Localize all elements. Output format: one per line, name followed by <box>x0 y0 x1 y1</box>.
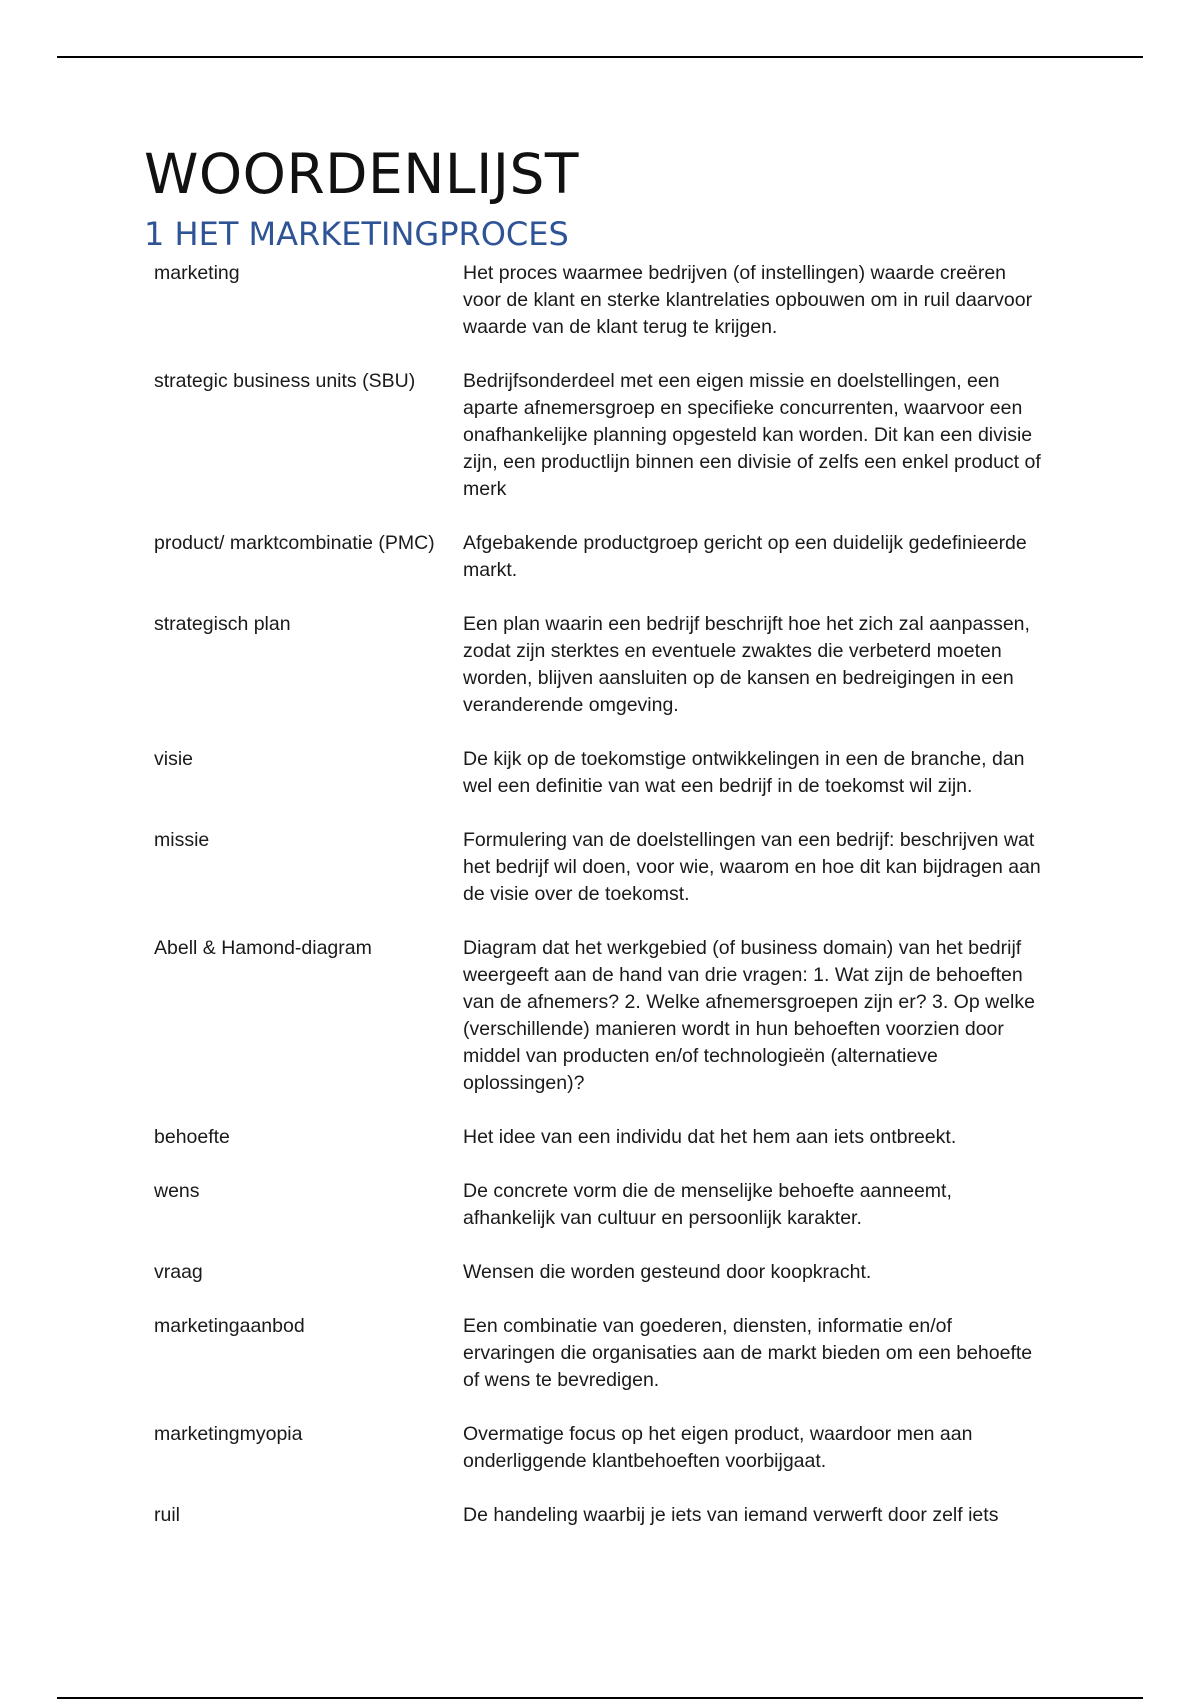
glossary-term: vraag <box>154 1261 203 1283</box>
glossary-definition: Een combinatie van goederen, diensten, informatie en/of ervaringen die organisaties aan de markt bieden om een behoefte of wens te bevredigen. <box>463 1315 1033 1391</box>
glossary-entry <box>154 1502 1044 1529</box>
glossary-term: behoefte <box>154 1126 230 1148</box>
glossary-definition: De handeling waarbij je iets van iemand verwerft door zelf iets <box>463 1504 999 1526</box>
glossary-term: missie <box>154 829 210 851</box>
glossary-definition: Een plan waarin een bedrijf beschrijft hoe het zich zal aanpassen, zodat zijn sterktes en eventuele zwaktes die verbeterd moeten worden, blijven aansluiten op de kansen en bedreigingen in een veranderende omgeving. <box>463 613 1030 716</box>
glossary-entry <box>154 935 1044 1097</box>
glossary-entry <box>154 746 1044 800</box>
glossary-entry <box>154 1178 1044 1232</box>
glossary-definition: Formulering van de doelstellingen van een bedrijf: beschrijven wat het bedrijf wil doen, voor wie, waarom en hoe dit kan bijdragen aan de visie over de toekomst. <box>463 829 1041 905</box>
section-heading: 1 HET MARKETINGPROCES <box>144 215 569 253</box>
glossary-term: marketingmyopia <box>154 1423 303 1445</box>
glossary-table <box>144 260 1044 1529</box>
glossary-definition: Het idee van een individu dat het hem aan iets ontbreekt. <box>463 1126 957 1148</box>
glossary-entry <box>154 1313 1044 1394</box>
glossary-entry <box>154 260 1044 341</box>
glossary-entry <box>154 530 1044 584</box>
glossary-term: marketing <box>154 262 240 284</box>
glossary-definition: Het proces waarmee bedrijven (of instellingen) waarde creëren voor de klant en sterke klantrelaties opbouwen om in ruil daarvoor waarde van de klant terug te krijgen. <box>463 262 1033 338</box>
footer-rule <box>57 1697 1143 1699</box>
glossary-entry <box>154 1421 1044 1475</box>
glossary-term: strategisch plan <box>154 613 291 635</box>
glossary-definition: Wensen die worden gesteund door koopkracht. <box>463 1261 872 1283</box>
glossary-definition: Overmatige focus op het eigen product, waardoor men aan onderliggende klantbehoeften voorbijgaat. <box>463 1423 973 1472</box>
glossary-definition: Bedrijfsonderdeel met een eigen missie en doelstellingen, een aparte afnemersgroep en specifieke concurrenten, waarvoor een onafhankelijke planning opgesteld kan worden. Dit kan een divisie zijn, een productlijn binnen een divisie of zelfs een enkel product of merk <box>463 370 1041 500</box>
glossary-entry <box>154 827 1044 908</box>
glossary-term: marketingaanbod <box>154 1315 305 1337</box>
document-title: WOORDENLIJST <box>144 142 580 206</box>
header-rule <box>57 56 1143 58</box>
glossary-definition: De concrete vorm die de menselijke behoefte aanneemt, afhankelijk van cultuur en persoonlijk karakter. <box>463 1180 952 1229</box>
page-content <box>144 142 1044 1529</box>
glossary-entry <box>154 1259 1044 1286</box>
glossary-term: product/ marktcombinatie (PMC) <box>154 532 435 554</box>
glossary-entry <box>154 611 1044 719</box>
glossary-definition: Afgebakende productgroep gericht op een duidelijk gedefinieerde markt. <box>463 532 1027 581</box>
glossary-term: wens <box>154 1180 200 1202</box>
glossary-term: strategic business units (SBU) <box>154 370 416 392</box>
glossary-term: visie <box>154 748 194 770</box>
glossary-entry <box>154 1124 1044 1151</box>
glossary-term: ruil <box>154 1504 181 1526</box>
glossary-definition: Diagram dat het werkgebied (of business domain) van het bedrijf weergeeft aan de hand van drie vragen: 1. Wat zijn de behoeften van de afnemers? 2. Welke afnemersgroepen zijn er? 3. Op welke (verschillende) manieren wordt in hun behoeften voorzien door middel van producten en/of technologieën (alternatieve oplossingen)? <box>463 937 1035 1094</box>
glossary-definition: De kijk op de toekomstige ontwikkelingen in een de branche, dan wel een definitie van wat een bedrijf in de toekomst wil zijn. <box>463 748 1025 797</box>
glossary-term: Abell & Hamond-diagram <box>154 937 372 959</box>
glossary-entry <box>154 368 1044 503</box>
